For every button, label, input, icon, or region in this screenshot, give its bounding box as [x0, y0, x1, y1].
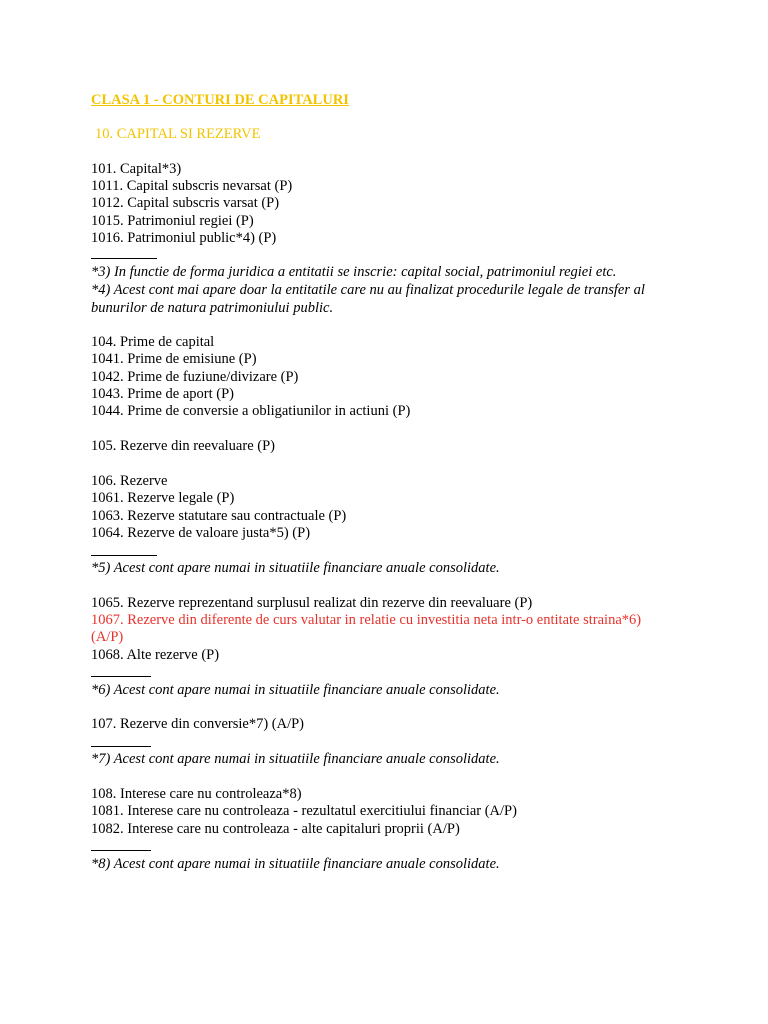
account-line: 1041. Prime de emisiune (P): [91, 351, 257, 367]
account-line: 1015. Patrimoniul regiei (P): [91, 213, 254, 229]
account-line-highlighted: (A/P): [91, 629, 124, 645]
account-line: 1081. Interese care nu controleaza - rezultatul exercitiului financiar (A/P): [91, 803, 517, 819]
footnote: *7) Acest cont apare numai in situatiile financiare anuale consolidate.: [91, 751, 500, 767]
footnote: *6) Acest cont apare numai in situatiile financiare anuale consolidate.: [91, 682, 500, 698]
account-line: 1012. Capital subscris varsat (P): [91, 195, 280, 211]
footnote-separator: [91, 676, 151, 677]
footnote: *8) Acest cont apare numai in situatiile financiare anuale consolidate.: [91, 856, 500, 872]
account-line: 105. Rezerve din reevaluare (P): [91, 438, 275, 454]
account-line: 106. Rezerve: [91, 473, 168, 489]
account-line: 1065. Rezerve reprezentand surplusul realizat din rezerve din reevaluare (P): [91, 595, 533, 611]
account-line: 1068. Alte rezerve (P): [91, 647, 220, 663]
account-line: 1061. Rezerve legale (P): [91, 490, 235, 506]
account-line: 1063. Rezerve statutare sau contractuale (P): [91, 508, 347, 524]
account-line: 1043. Prime de aport (P): [91, 386, 234, 402]
footnote-separator: [91, 555, 157, 556]
footnote: *3) In functie de forma juridica a entitatii se inscrie: capital social, patrimoniul regiei etc.: [91, 264, 617, 280]
account-line: 104. Prime de capital: [91, 334, 215, 350]
footnote: *4) Acest cont mai apare doar la entitatile care nu au finalizat procedurile legale de transfer al: [91, 282, 645, 298]
footnote: bunurilor de natura patrimoniului public.: [91, 300, 334, 316]
account-line: 1016. Patrimoniul public*4) (P): [91, 230, 277, 246]
group-title: 10. CAPITAL SI REZERVE: [95, 126, 261, 142]
account-line: 1064. Rezerve de valoare justa*5) (P): [91, 525, 311, 541]
account-line: 1044. Prime de conversie a obligatiunilor in actiuni (P): [91, 403, 411, 419]
footnote: *5) Acest cont apare numai in situatiile financiare anuale consolidate.: [91, 560, 500, 576]
account-line: 107. Rezerve din conversie*7) (A/P): [91, 716, 305, 732]
account-line-highlighted: 1067. Rezerve din diferente de curs valutar in relatie cu investitia neta intr-o entitate straina*6): [91, 612, 642, 628]
footnote-separator: [91, 850, 151, 851]
footnote-separator: [91, 746, 151, 747]
footnote-separator: [91, 258, 157, 259]
account-line: 108. Interese care nu controleaza*8): [91, 786, 302, 802]
section-title: CLASA 1 - CONTURI DE CAPITALURI: [91, 92, 349, 108]
account-line: 101. Capital*3): [91, 161, 182, 177]
account-line: 1042. Prime de fuziune/divizare (P): [91, 369, 299, 385]
account-line: 1082. Interese care nu controleaza - alte capitaluri proprii (A/P): [91, 821, 460, 837]
account-line: 1011. Capital subscris nevarsat (P): [91, 178, 293, 194]
